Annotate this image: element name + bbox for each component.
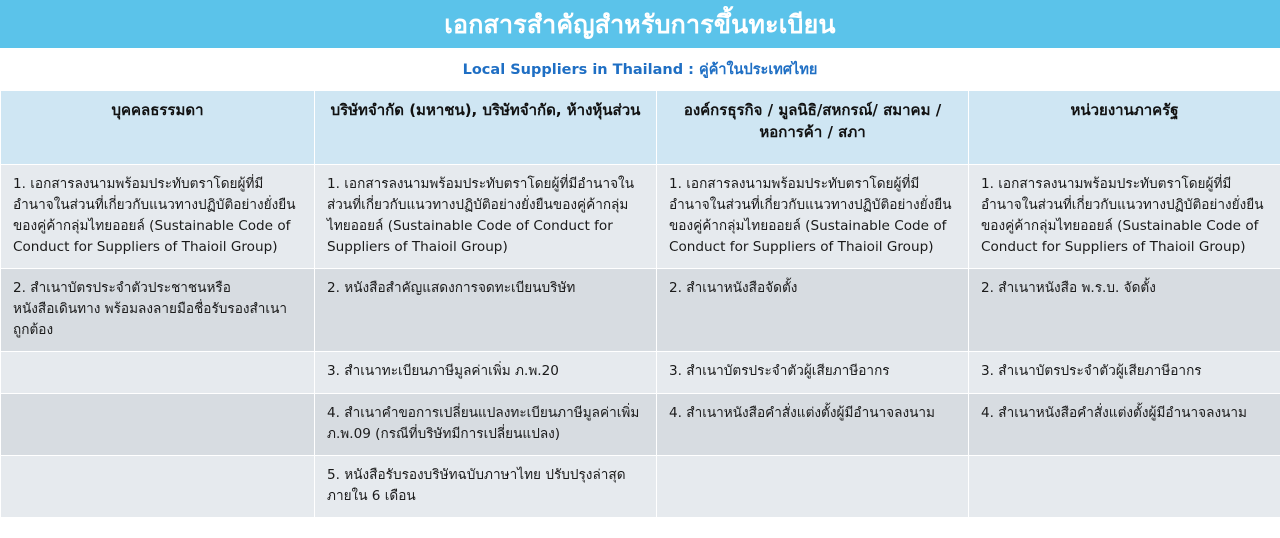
page-title: เอกสารสำคัญสำหรับการขึ้นทะเบียน — [444, 9, 836, 39]
table-header-row — [1, 91, 1280, 165]
table-cell-empty — [1, 352, 315, 393]
table-cell-empty — [1, 455, 315, 517]
table-row — [1, 455, 1280, 517]
table-cell: 3. สำเนาบัตรประจำตัวผู้เสียภาษีอากร — [969, 352, 1280, 393]
table-cell: 2. สำเนาหนังสือ พ.ร.บ. จัดตั้ง — [969, 269, 1280, 352]
subtitle-bar — [0, 48, 1280, 90]
column-header-individual: บุคคลธรรมดา — [1, 91, 315, 165]
column-header-company: บริษัทจำกัด (มหาชน), บริษัทจำกัด, ห้างหุ้นส่วน — [315, 91, 657, 165]
table-cell: 1. เอกสารลงนามพร้อมประทับตราโดยผู้ที่มีอำนาจในส่วนที่เกี่ยวกับแนวทางปฏิบัติอย่างยั่งยืนของคู่ค้ากลุ่มไทยออยล์ (Sustainable Code of Conduct for Suppliers of Thaioil Group) — [657, 165, 969, 269]
table-cell-empty — [1, 393, 315, 455]
table-cell-empty — [969, 455, 1280, 517]
table-cell: 4. สำเนาคำขอการเปลี่ยนแปลงทะเบียนภาษีมูลค่าเพิ่ม ภ.พ.09 (กรณีที่บริษัทมีการเปลี่ยนแปลง) — [315, 393, 657, 455]
column-header-organization: องค์กรธุรกิจ / มูลนิธิ/สหกรณ์/ สมาคม /หอการค้า / สภา — [657, 91, 969, 165]
subtitle-text: Local Suppliers in Thailand : คู่ค้าในประเทศไทย — [462, 61, 818, 78]
table-cell: 4. สำเนาหนังสือคำสั่งแต่งตั้งผู้มีอำนาจลงนาม — [969, 393, 1280, 455]
table-cell: 2. หนังสือสำคัญแสดงการจดทะเบียนบริษัท — [315, 269, 657, 352]
table-row — [1, 269, 1280, 352]
page-title-bar — [0, 0, 1280, 48]
table-row — [1, 393, 1280, 455]
table-header — [1, 91, 1280, 165]
table-cell: 1. เอกสารลงนามพร้อมประทับตราโดยผู้ที่มีอำนาจในส่วนที่เกี่ยวกับแนวทางปฏิบัติอย่างยั่งยืนของคู่ค้ากลุ่มไทยออยล์ (Sustainable Code of Conduct for Suppliers of Thaioil Group) — [969, 165, 1280, 269]
table-row — [1, 165, 1280, 269]
table-cell: 3. สำเนาบัตรประจำตัวผู้เสียภาษีอากร — [657, 352, 969, 393]
table-cell: 1. เอกสารลงนามพร้อมประทับตราโดยผู้ที่มีอำนาจในส่วนที่เกี่ยวกับแนวทางปฏิบัติอย่างยั่งยืนของคู่ค้ากลุ่มไทยออยล์ (Sustainable Code of Conduct for Suppliers of Thaioil Group) — [315, 165, 657, 269]
table-cell-empty — [657, 455, 969, 517]
table-row — [1, 352, 1280, 393]
table-cell: 2. สำเนาหนังสือจัดตั้ง — [657, 269, 969, 352]
table-cell: 5. หนังสือรับรองบริษัทฉบับภาษาไทย ปรับปรุงล่าสุดภายใน 6 เดือน — [315, 455, 657, 517]
table-cell: 4. สำเนาหนังสือคำสั่งแต่งตั้งผู้มีอำนาจลงนาม — [657, 393, 969, 455]
table-cell: 2. สำเนาบัตรประจำตัวประชาชนหรือหนังสือเดินทาง พร้อมลงลายมือชื่อรับรองสำเนาถูกต้อง — [1, 269, 315, 352]
table-cell: 3. สำเนาทะเบียนภาษีมูลค่าเพิ่ม ภ.พ.20 — [315, 352, 657, 393]
table-cell: 1. เอกสารลงนามพร้อมประทับตราโดยผู้ที่มีอำนาจในส่วนที่เกี่ยวกับแนวทางปฏิบัติอย่างยั่งยืนของคู่ค้ากลุ่มไทยออยล์ (Sustainable Code of Conduct for Suppliers of Thaioil Group) — [1, 165, 315, 269]
required-documents-table — [0, 90, 1280, 518]
table-body — [1, 165, 1280, 518]
column-header-government: หน่วยงานภาครัฐ — [969, 91, 1280, 165]
